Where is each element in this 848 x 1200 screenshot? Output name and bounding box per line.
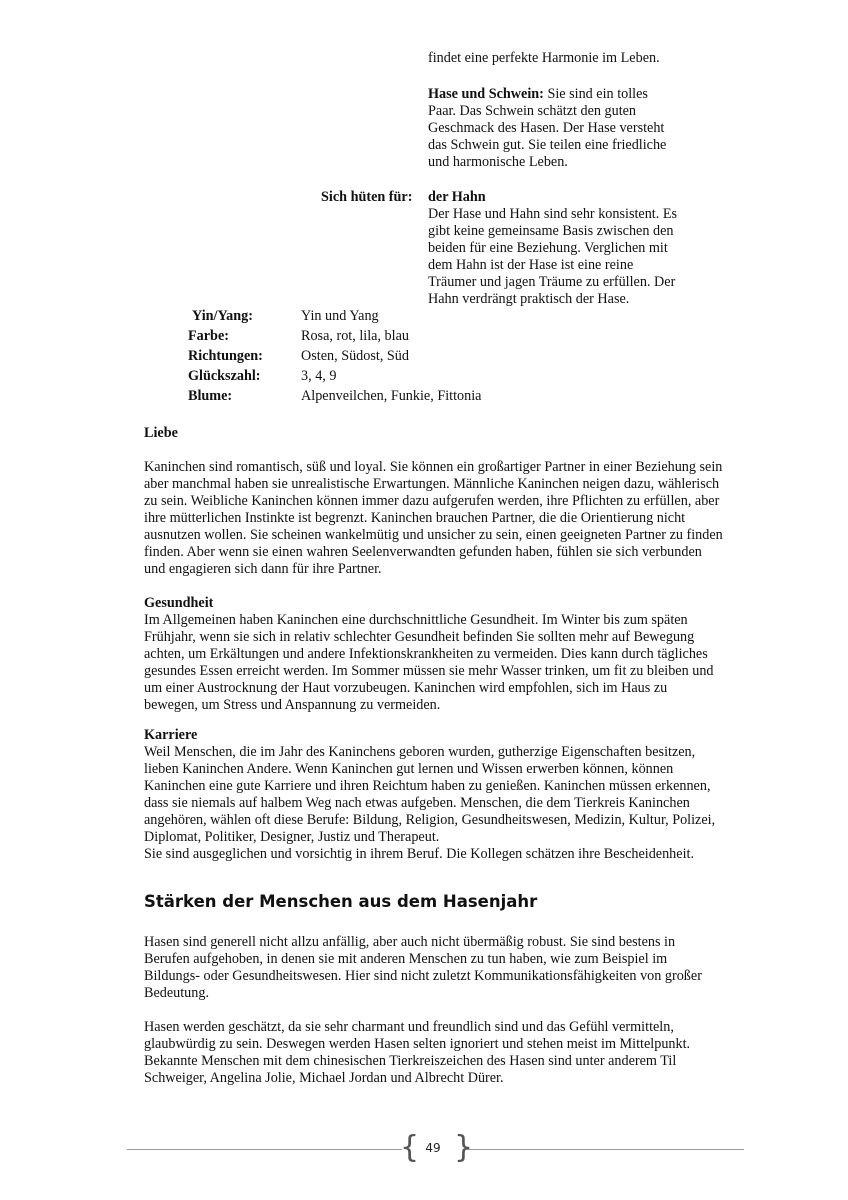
section-gesundheit	[144, 595, 744, 714]
attribute-row	[188, 386, 481, 406]
paragraph-line: Hasen werden geschätzt, da sie sehr charmant und freundlich sind und das Gefühl vermitteln,	[144, 1019, 674, 1035]
paragraph-line: lieben Kaninchen Andere. Wenn Kaninchen gut lernen und Wissen erwerben können, können	[144, 761, 674, 777]
attribute-key: Yin/Yang:	[192, 308, 253, 324]
pair-text-line: und harmonische Leben.	[428, 154, 568, 170]
pair-text-line: Sie sind ein tolles	[547, 86, 648, 102]
paragraph-line: glaubwürdig zu sein. Deswegen werden Hasen selten ignoriert und stehen meist im Mittelpunkt.	[144, 1036, 691, 1052]
paragraph-line: ausnutzen wollen. Sie scheinen wankelmütig und unsicher zu sein, einen geeigneten Partner zu finden	[144, 527, 723, 543]
section-title: Liebe	[144, 425, 178, 441]
attribute-value: 3, 4, 9	[301, 368, 337, 384]
footer-rule-left	[127, 1149, 402, 1150]
paragraph-line: Bedeutung.	[144, 985, 210, 1001]
footer-rule-right	[466, 1149, 744, 1150]
paragraph-line: finden. Aber wenn sie einen wahren Seelenverwandten gefunden haben, fühlen sie sich verbunden	[144, 544, 702, 560]
left-brace-icon: {	[400, 1130, 420, 1165]
section-liebe	[144, 425, 744, 578]
beware-block	[428, 189, 698, 308]
attribute-key: Farbe:	[188, 328, 229, 344]
right-brace-icon: }	[454, 1130, 474, 1165]
beware-text-line: dem Hahn ist der Hase ist eine reine	[428, 257, 634, 273]
page-number: 49	[425, 1141, 441, 1155]
paragraph-line: Kaninchen sind romantisch, süß und loyal. Sie können ein großartiger Partner in einer Beziehung sein	[144, 459, 723, 475]
paragraph-line: Sie sind ausgeglichen und vorsichtig in ihrem Beruf. Die Kollegen schätzen ihre Bescheidenheit.	[144, 846, 695, 862]
beware-text-line: Träumer und jagen Träume zu erfüllen. Der	[428, 274, 676, 290]
pair-text-line: Geschmack des Hasen. Der Hase versteht	[428, 120, 665, 136]
pair-title: Hase und Schwein:	[428, 86, 544, 102]
section-karriere	[144, 727, 744, 863]
attribute-row	[188, 326, 481, 346]
beware-text-line: beiden für eine Beziehung. Verglichen mit	[428, 240, 668, 256]
beware-text-line: gibt keine gemeinsame Basis zwischen den	[428, 223, 674, 239]
section-heading-staerken: Stärken der Menschen aus dem Hasenjahr	[144, 892, 538, 911]
section-title: Karriere	[144, 727, 198, 743]
paragraph-line: dass sie niemals auf halbem Weg nach etwas aufgeben. Menschen, die dem Tierkreis Kaninchen	[144, 795, 690, 811]
beware-title: der Hahn	[428, 189, 486, 205]
attribute-value: Alpenveilchen, Funkie, Fittonia	[301, 388, 482, 404]
beware-text-line: Hahn verdrängt praktisch der Hase.	[428, 291, 630, 307]
paragraph-line: aber manchmal haben sie unrealistische Erwartungen. Männliche Kaninchen neigen dazu, wählerisch	[144, 476, 720, 492]
compatibility-pair-pig	[428, 86, 728, 171]
section-title: Gesundheit	[144, 595, 214, 611]
paragraph-line: um einer Austrocknung der Haut vorzubeugen. Kaninchen wird empfohlen, sich im Haus zu	[144, 680, 668, 696]
paragraph-line: gesundes Essen erreicht werden. Im Sommer müssen sie mehr Wasser trinken, um fit zu bleiben und	[144, 663, 714, 679]
paragraph-line: Im Allgemeinen haben Kaninchen eine durchschnittliche Gesundheit. Im Winter bis zum späten	[144, 612, 688, 628]
paragraph-line: achten, um Erkältungen und andere Infektionskrankheiten zu vermeiden. Dies kann durch tägliches	[144, 646, 708, 662]
paragraph-line: Weil Menschen, die im Jahr des Kaninchens geboren wurden, gutherzige Eigenschaften besitzen,	[144, 744, 696, 760]
attribute-key: Richtungen:	[188, 348, 263, 364]
paragraph-line: Kaninchen eine gute Karriere und ihren Reichtum haben zu genießen. Kaninchen müssen erkennen,	[144, 778, 711, 794]
beware-label: Sich hüten für:	[321, 189, 413, 205]
paragraph-line: Hasen sind generell nicht allzu anfällig, aber auch nicht übermäßig robust. Sie sind bestens in	[144, 934, 676, 950]
attribute-row	[188, 346, 481, 366]
attribute-table	[188, 306, 481, 406]
paragraph-line: Schweiger, Angelina Jolie, Michael Jordan und Albrecht Dürer.	[144, 1070, 504, 1086]
pair-text-line: das Schwein gut. Sie teilen eine friedliche	[428, 137, 667, 153]
staerken-paragraph-2	[144, 1019, 744, 1087]
paragraph-line: Berufen aufgehoben, in denen sie mit anderen Menschen zu tun haben, wie zum Beispiel im	[144, 951, 668, 967]
compatibility-intro-tail: findet eine perfekte Harmonie im Leben.	[428, 50, 660, 66]
attribute-value: Yin und Yang	[301, 308, 379, 324]
paragraph-line: angehören, wählen oft diese Berufe: Bildung, Religion, Gesundheitswesen, Medizin, Kultur, Polizei,	[144, 812, 716, 828]
attribute-key: Blume:	[188, 388, 233, 404]
pair-text-line: Paar. Das Schwein schätzt den guten	[428, 103, 637, 119]
attribute-key: Glückszahl:	[188, 368, 261, 384]
attribute-value: Rosa, rot, lila, blau	[301, 328, 409, 344]
paragraph-line: Diplomat, Politiker, Designer, Justiz und Therapeut.	[144, 829, 440, 845]
attribute-row	[188, 306, 481, 326]
attribute-value: Osten, Südost, Süd	[301, 348, 409, 364]
staerken-paragraph-1	[144, 934, 744, 1002]
paragraph-line: zu sein. Weibliche Kaninchen können immer dazu aufgerufen werden, ihre Pflichten zu erfüllen, aber	[144, 493, 720, 509]
paragraph-line: ihre mütterlichen Instinkte ist begrenzt. Kaninchen brauchen Partner, die die Orientierung nicht	[144, 510, 686, 526]
paragraph-line: Bekannte Menschen mit dem chinesischen Tierkreiszeichen des Hasen sind unter anderem Til	[144, 1053, 677, 1069]
paragraph-line: und engagieren sich dann für ihre Partner.	[144, 561, 382, 577]
paragraph-line: bewegen, um Stress und Anspannung zu vermeiden.	[144, 697, 441, 713]
paragraph-line: Frühjahr, wenn sie sich in relativ schlechter Gesundheit befinden Sie sollten mehr auf Bewegung	[144, 629, 695, 645]
beware-text-line: Der Hase und Hahn sind sehr konsistent. Es	[428, 206, 678, 222]
attribute-row	[188, 366, 481, 386]
paragraph-line: Bildungs- oder Gesundheitswesen. Hier sind nicht zuletzt Kommunikationsfähigkeiten von großer	[144, 968, 702, 984]
